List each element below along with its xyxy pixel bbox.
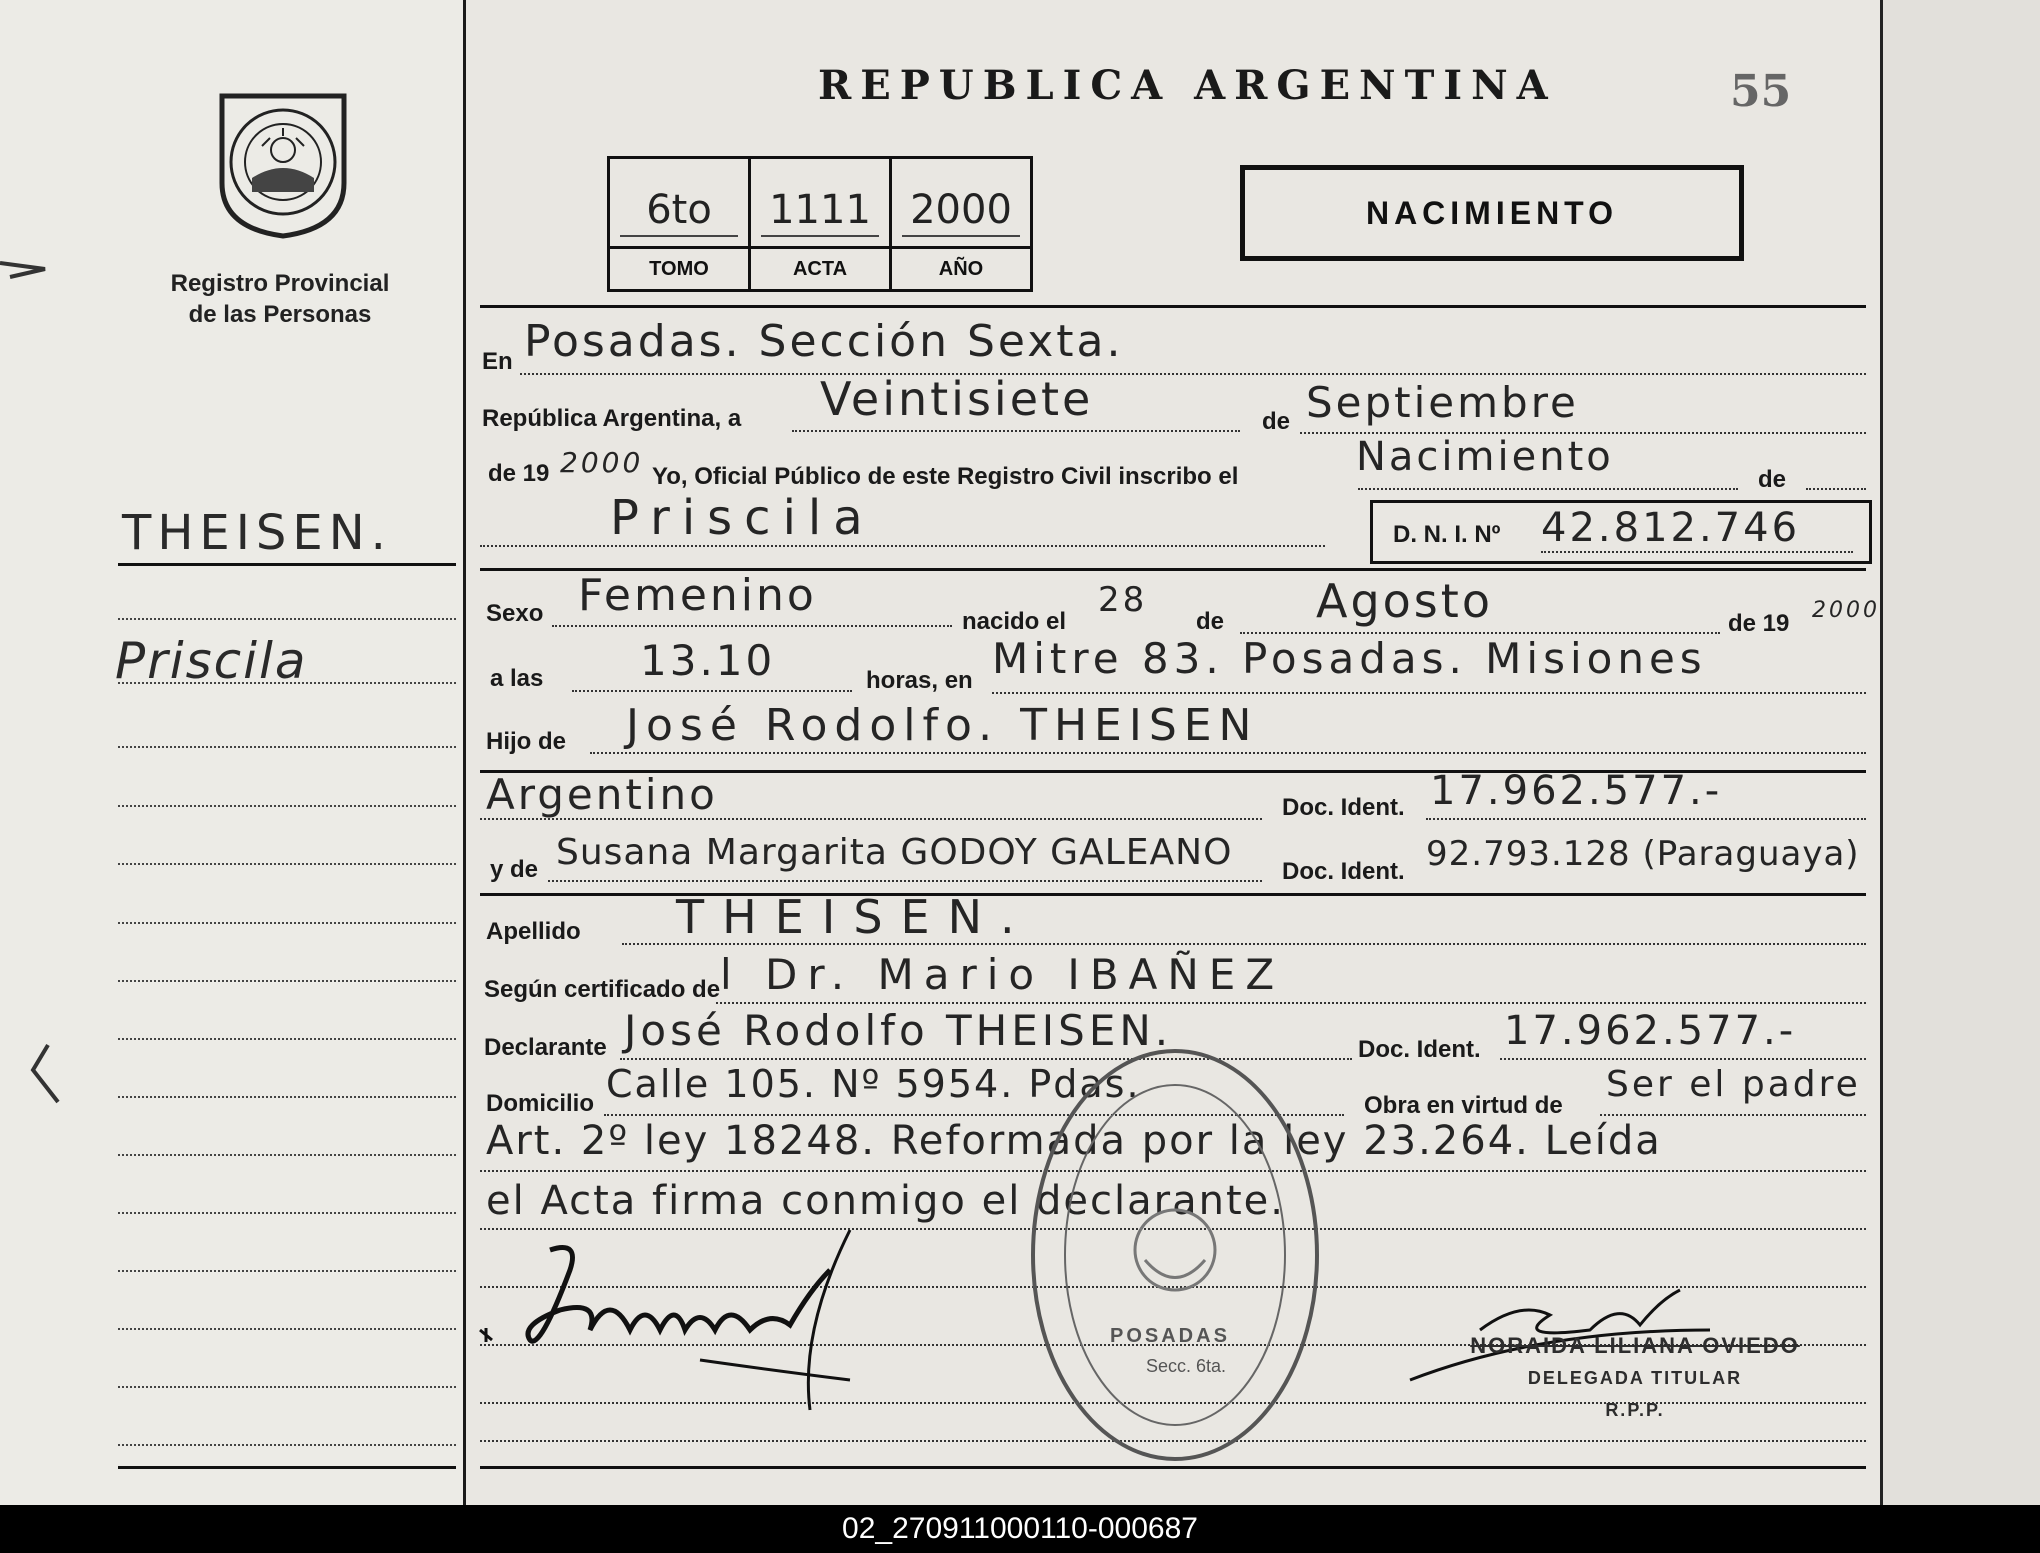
mother-dotted-line — [548, 880, 1262, 882]
month-value: Septiembre — [1306, 378, 1579, 427]
de-dotted-line — [1806, 488, 1866, 490]
page-number: 55 — [1730, 66, 1792, 117]
stamp-section: Secc. 6ta. — [1146, 1356, 1227, 1376]
domicilio-value: Calle 105. Nº 5954. Pdas. — [606, 1062, 1141, 1106]
birth-day-value: 28 — [1098, 580, 1148, 620]
margin-dotted-line — [118, 863, 456, 865]
obra-dotted-line — [1600, 1114, 1866, 1116]
official-stamp-icon — [1025, 1045, 1325, 1465]
certificado-label: Según certificado de — [484, 976, 721, 1003]
margin-dotted-line — [118, 1328, 456, 1330]
certificado-dotted-line — [716, 1002, 1866, 1004]
registry-name — [120, 268, 440, 330]
father-doc-value: 17.962.577.- — [1430, 768, 1723, 814]
registry-name-line2: de las Personas — [188, 301, 372, 328]
birth-place-value: Mitre 83. Posadas. Misiones — [992, 634, 1707, 683]
doc-ident-label: Doc. Ident. — [1282, 794, 1405, 821]
father-doc-dotted-line — [1426, 818, 1866, 820]
tomo-value: 6to — [620, 187, 738, 237]
right-page-edge — [1883, 0, 2040, 1505]
binding-mark-icon — [0, 255, 50, 285]
en-dotted-line — [520, 373, 1866, 375]
day-dotted-line — [792, 430, 1240, 432]
domicilio-label: Domicilio — [486, 1090, 595, 1117]
mother-doc-value: 92.793.128 (Paraguaya) — [1426, 834, 1860, 874]
officer-org: R.P.P. — [1605, 1400, 1665, 1420]
register-acta-cell — [751, 159, 892, 289]
act-dotted-line — [1358, 488, 1738, 490]
father-dotted-line — [590, 752, 1866, 754]
father-value: José Rodolfo. THEISEN — [626, 700, 1259, 751]
margin-dotted-line — [118, 1154, 456, 1156]
sexo-value: Femenino — [578, 570, 817, 621]
year-value: 2000 — [560, 446, 644, 479]
margin-dotted-line — [118, 1212, 456, 1214]
declarant-signature-icon — [470, 1230, 950, 1420]
officer-block — [1430, 1330, 1840, 1426]
margin-underline — [118, 563, 456, 566]
declarante-doc-value: 17.962.577.- — [1504, 1008, 1797, 1054]
file-id: 02_270911000110-000687 — [842, 1512, 1198, 1545]
obra-value: Ser el padre — [1606, 1064, 1861, 1105]
apellido-dotted-line — [622, 943, 1866, 945]
year-prefix-label: de 19 — [488, 460, 550, 487]
de-label-3: de — [1196, 608, 1225, 635]
margin-dotted-line — [118, 1270, 456, 1272]
alas-label: a las — [490, 665, 544, 692]
register-ano-cell — [892, 159, 1030, 289]
hour-dotted-line — [572, 690, 852, 692]
sexo-dotted-line — [552, 625, 952, 627]
register-table — [607, 156, 1033, 292]
margin-dotted-line — [118, 1444, 456, 1446]
margin-dotted-line — [118, 746, 456, 748]
ano-label: AÑO — [892, 246, 1030, 289]
act-value: Nacimiento — [1356, 434, 1614, 480]
place-section-value: Posadas. Sección Sexta. — [524, 316, 1124, 367]
margin-bottom-rule — [118, 1466, 456, 1469]
place-dotted-line — [992, 692, 1866, 694]
en-label: En — [482, 348, 513, 375]
obra-label: Obra en virtud de — [1364, 1092, 1563, 1119]
declarante-doc-dotted-line — [1500, 1058, 1866, 1060]
margin-dotted-line — [118, 1096, 456, 1098]
doc-ident-label-3: Doc. Ident. — [1358, 1036, 1481, 1063]
margin-dotted-line — [118, 682, 456, 684]
sexo-label: Sexo — [486, 600, 544, 627]
left-margin-column — [0, 0, 466, 1505]
margin-given-name: Priscila — [115, 632, 308, 690]
country-heading: REPUBLICA ARGENTINA — [818, 62, 1557, 109]
oficial-text: Yo, Oficial Público de este Registro Civil inscribo el — [652, 463, 1239, 490]
republica-label: República Argentina, a — [482, 405, 742, 432]
form-bottom-rule — [480, 1466, 1866, 1469]
de-label-2: de — [1758, 466, 1787, 493]
margin-dotted-line — [118, 980, 456, 982]
dni-dotted-line — [1541, 551, 1853, 553]
hour-value: 13.10 — [640, 636, 776, 685]
dni-label: D. N. I. Nº — [1393, 521, 1501, 548]
nacido-label: nacido el — [962, 608, 1067, 635]
province-seal-icon — [212, 88, 354, 240]
margin-dotted-line — [118, 618, 456, 620]
file-id-bar — [0, 1505, 2040, 1553]
birth-month-value: Agosto — [1316, 574, 1493, 628]
doc-ident-label-2: Doc. Ident. — [1282, 858, 1405, 885]
hijo-label: Hijo de — [486, 728, 567, 755]
margin-dotted-line — [118, 805, 456, 807]
stamp-city: POSADAS — [1110, 1325, 1230, 1347]
acta-value: 1111 — [761, 187, 879, 237]
margin-surname: THEISEN. — [122, 505, 392, 561]
acta-label: ACTA — [751, 246, 889, 289]
margin-dotted-line — [118, 1386, 456, 1388]
register-tomo-cell — [610, 159, 751, 289]
horas-label: horas, en — [866, 667, 973, 694]
de-label: de — [1262, 408, 1291, 435]
yde-label: y de — [490, 856, 539, 883]
officer-title: DELEGADA TITULAR — [1527, 1368, 1743, 1388]
mother-value: Susana Margarita GODOY GALEANO — [556, 832, 1233, 873]
apellido-label: Apellido — [486, 918, 581, 945]
officer-name: NORAIDA LILIANA OVIEDO — [1470, 1333, 1800, 1358]
tomo-label: TOMO — [610, 246, 748, 289]
form-top-rule — [480, 305, 1866, 308]
father-nationality-value: Argentino — [486, 770, 718, 819]
child-name-value: Priscila — [610, 490, 875, 546]
day-value: Veintisiete — [820, 372, 1094, 426]
record-type-box: NACIMIENTO — [1240, 165, 1744, 261]
margin-dotted-line — [118, 922, 456, 924]
declarante-value: José Rodolfo THEISEN. — [624, 1006, 1173, 1055]
apellido-value: THEISEN. — [676, 890, 1033, 944]
birth-year-value: 2000 — [1812, 598, 1880, 623]
margin-dotted-line — [118, 1038, 456, 1040]
registry-name-line1: Registro Provincial — [170, 270, 390, 297]
notes-line-2: el Acta firma conmigo el declarante. — [486, 1178, 1285, 1224]
certificado-value: l Dr. Mario IBAÑEZ — [720, 950, 1285, 999]
de19-label: de 19 — [1728, 610, 1790, 637]
declarante-label: Declarante — [484, 1034, 607, 1061]
dni-box — [1370, 500, 1872, 564]
binding-mark-icon — [28, 1040, 68, 1110]
ano-value: 2000 — [902, 187, 1020, 237]
nationality-dotted-line — [480, 818, 1262, 820]
dni-value: 42.812.746 — [1541, 505, 1801, 551]
notes-line-1: Art. 2º ley 18248. Reformada por la ley 23.264. Leída — [486, 1118, 1662, 1164]
name-dotted-line — [480, 545, 1325, 547]
